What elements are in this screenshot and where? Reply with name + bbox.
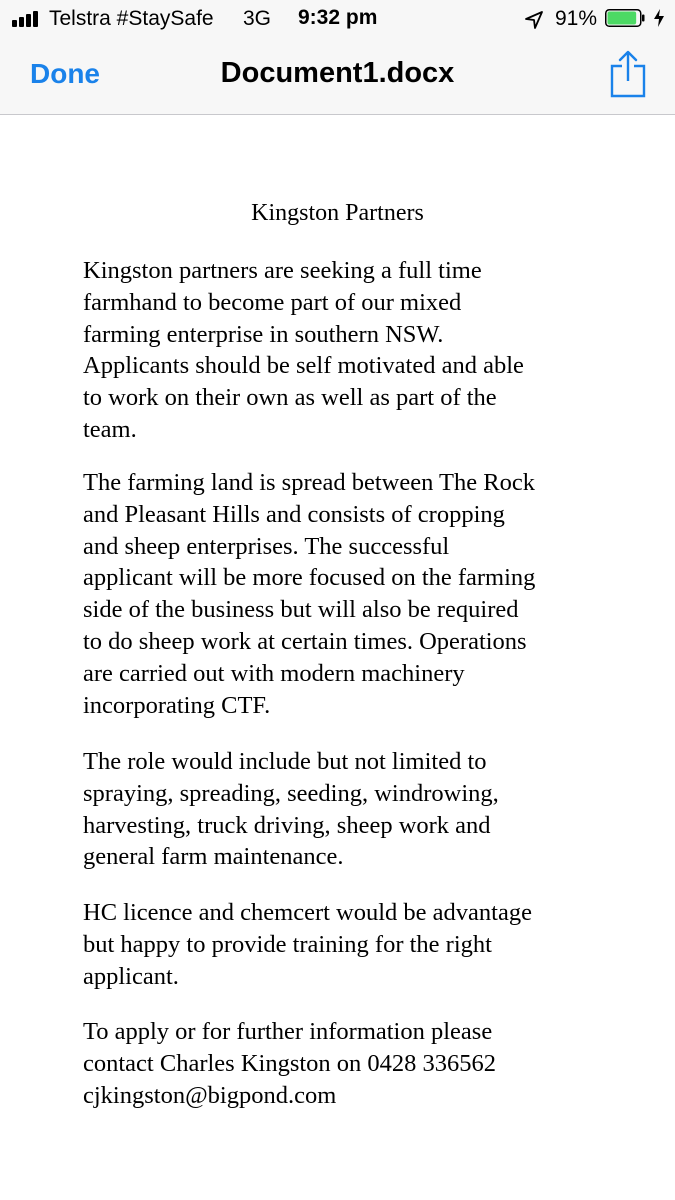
document-paragraph: The role would include but not limited to spraying, spreading, seeding, windrowing, harvesting, truck driving, sheep work and general farm maintenance. xyxy=(83,748,499,871)
battery-icon xyxy=(605,9,645,27)
share-icon[interactable] xyxy=(607,48,649,100)
status-time: 9:32 pm xyxy=(298,6,378,29)
done-button[interactable]: Done xyxy=(30,58,100,89)
document-paragraph: To apply or for further information please contact Charles Kingston on 0428 336562 cjkingston@bigpond.com xyxy=(83,1018,497,1109)
document-page xyxy=(0,115,675,1200)
document-paragraph: The farming land is spread between The Rock and Pleasant Hills and consists of cropping and sheep enterprises. The successful applicant will be more focused on the farming side of the business but will also be required to do sheep work at certain times. Operations are carried out with modern machinery incorporating CTF. xyxy=(83,469,536,719)
battery-fill xyxy=(608,12,637,25)
charging-bolt-icon xyxy=(653,8,665,28)
status-bar xyxy=(0,0,675,38)
signal-bars-icon xyxy=(12,11,44,27)
battery-percent: 91% xyxy=(555,7,598,30)
document-title: Document1.docx xyxy=(220,57,455,89)
document-paragraph: HC licence and chemcert would be advantage but happy to provide training for the right applicant. xyxy=(83,899,532,990)
network-type: 3G xyxy=(243,7,272,30)
carrier-name: Telstra #StaySafe xyxy=(49,7,214,30)
location-arrow-icon xyxy=(524,10,544,30)
document-heading: Kingston Partners xyxy=(251,200,424,226)
navigation-bar xyxy=(0,38,675,115)
document-paragraph: Kingston partners are seeking a full time farmhand to become part of our mixed farming enterprise in southern NSW. Applicants should be self motivated and able to work on their own as well as part of the team. xyxy=(83,257,524,443)
